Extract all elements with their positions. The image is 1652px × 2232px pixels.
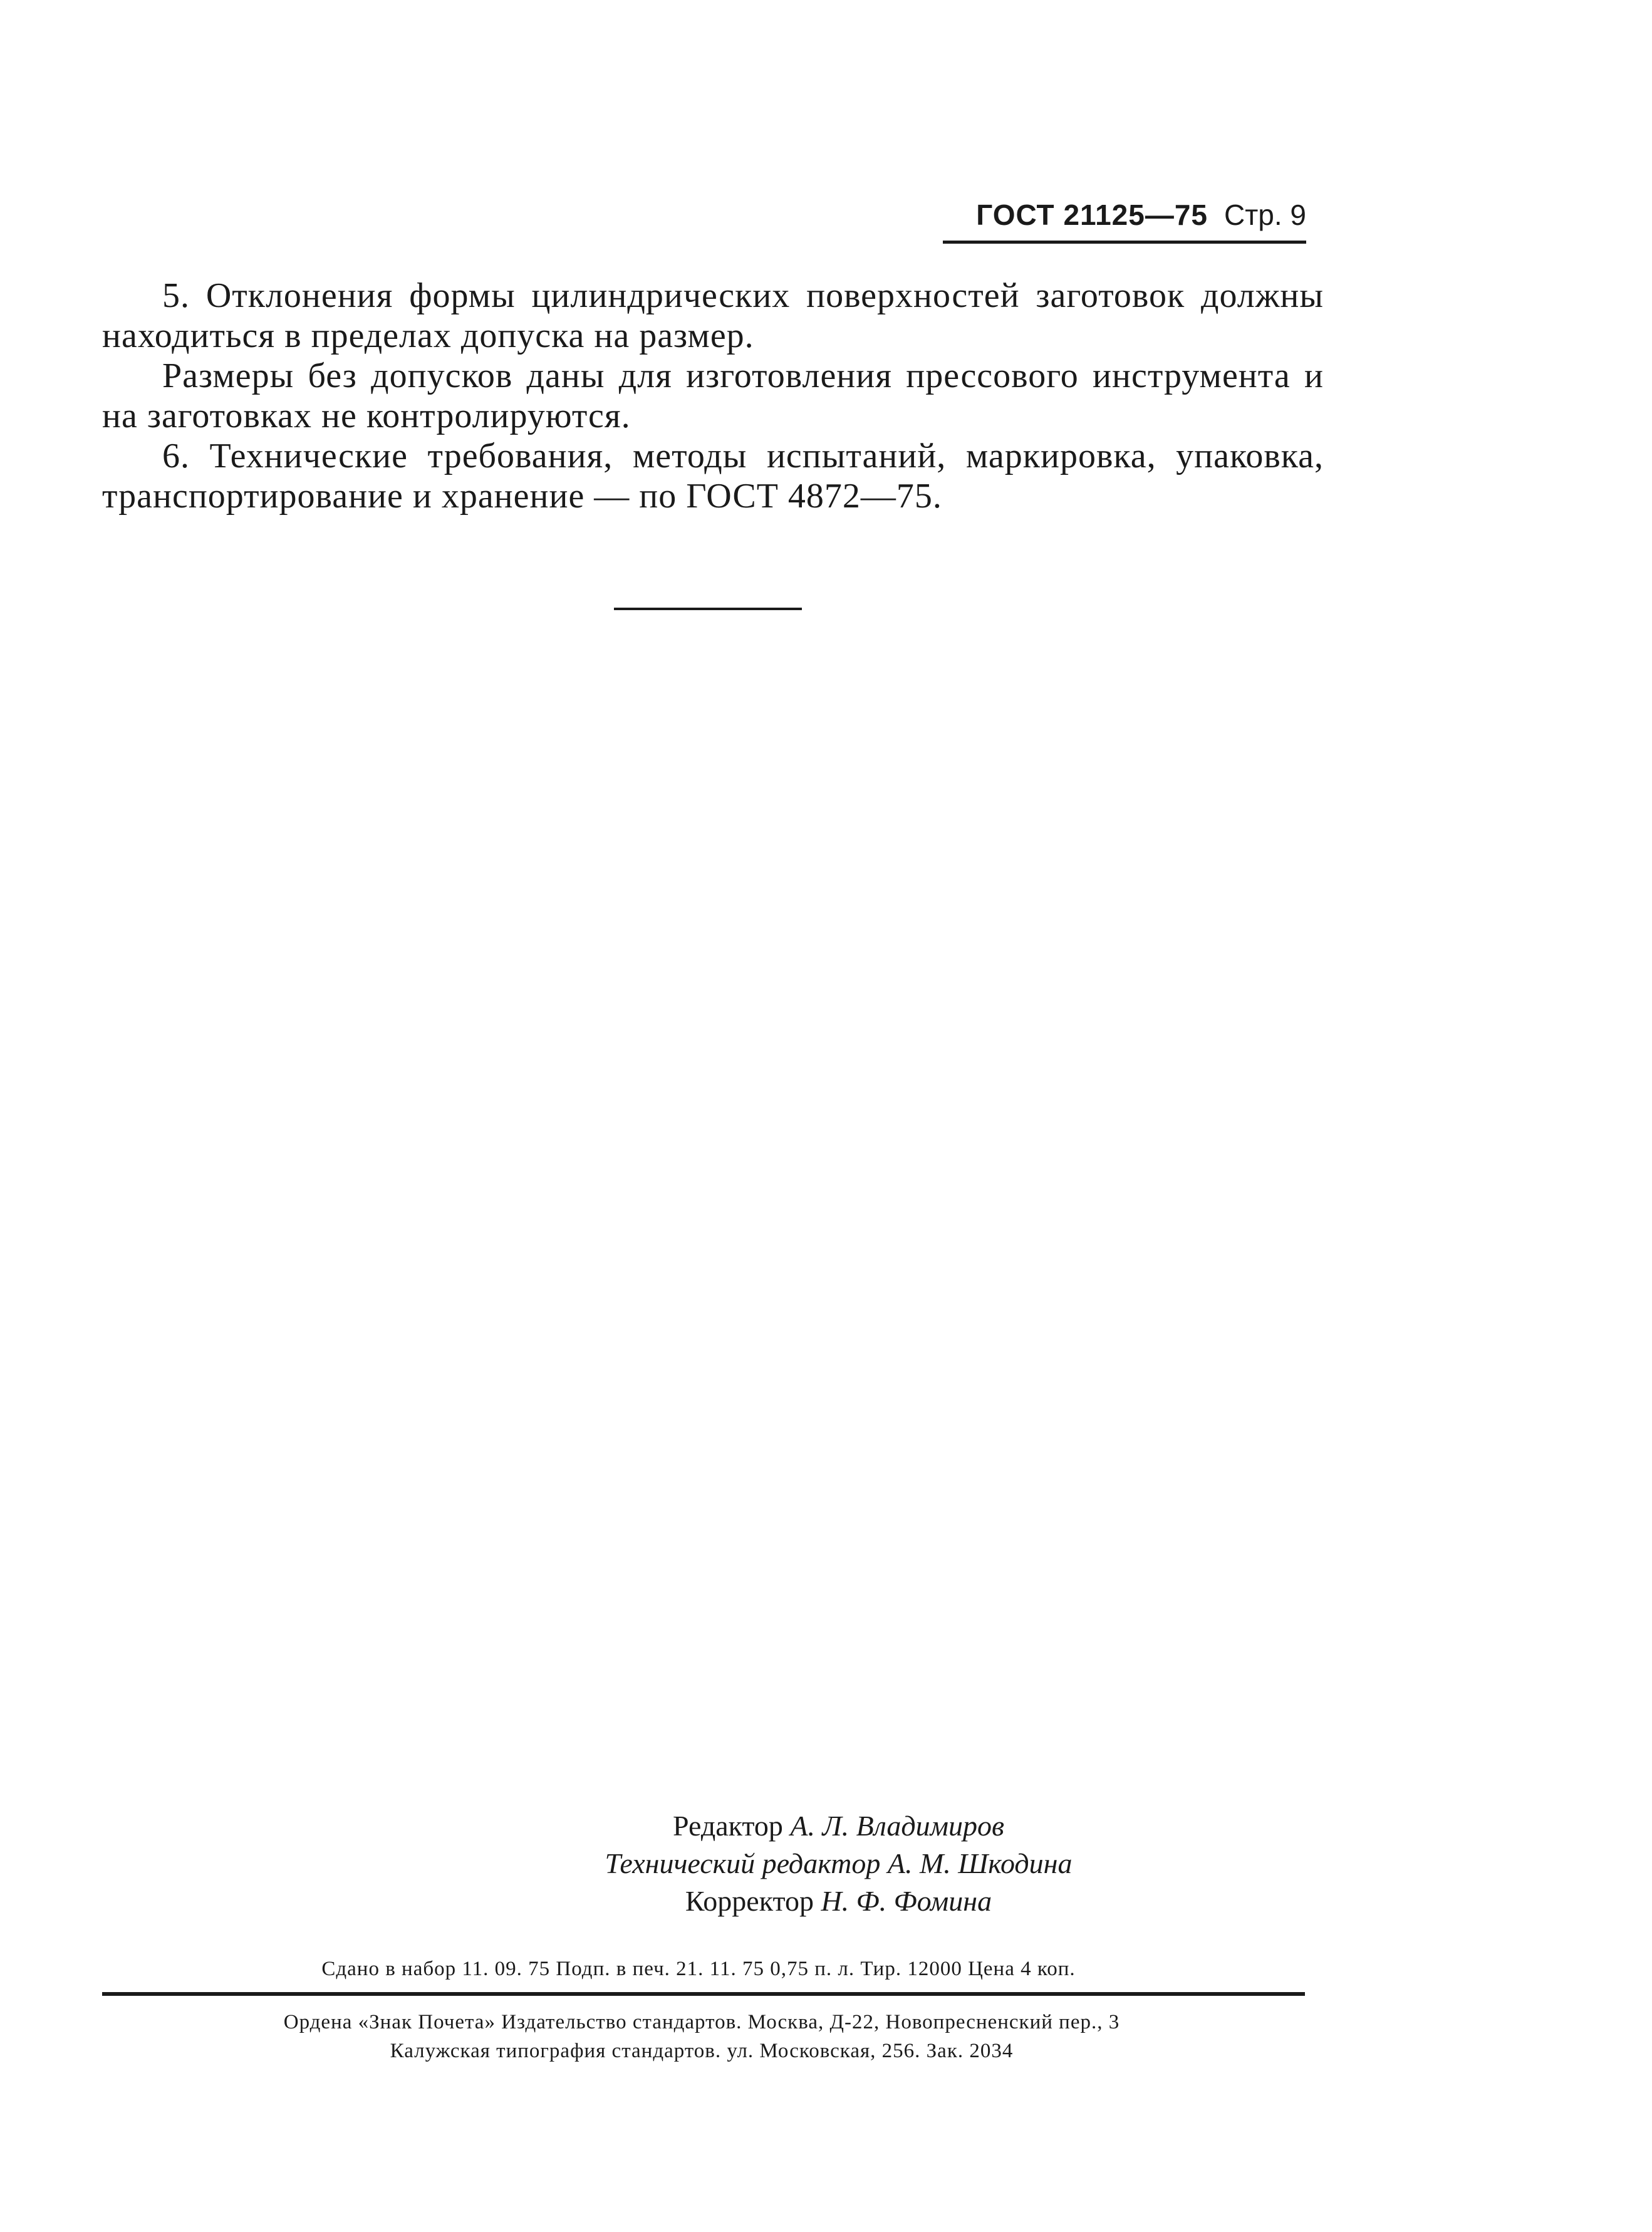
standard-number: ГОСТ 21125—75 [976,199,1208,231]
publisher-line: Ордена «Знак Почета» Издательство стандартов. Москва, Д-22, Новопресненский пер., 3 [283,2011,1120,2033]
paragraph-6: 6. Технические требования, методы испытаний, маркировка, упаковка, транспортирование и хранение — по ГОСТ 4872—75. [102,437,1324,516]
footer-rule [102,1992,1305,1996]
paragraph-sizes: Размеры без допусков даны для изготовления прессового инструмента и на заготовках не контролируются. [102,356,1324,435]
corrector-role: Корректор [685,1885,814,1917]
section-separator [614,608,802,610]
printer-line: Калужская типография стандартов. ул. Московская, 256. Зак. 2034 [390,2040,1014,2062]
editor-role: Редактор [673,1810,783,1842]
paragraph-5: 5. Отклонения формы цилиндрических поверхностей заготовок должны находиться в пределах допуска на размер. [102,276,1324,355]
tech-editor-line [0,1845,1652,1882]
tech-editor-role: Технический редактор [605,1847,881,1879]
credits [0,1807,1652,1920]
publisher-info [106,2008,1297,2065]
corrector-name: Н. Ф. Фомина [821,1885,992,1917]
editor-line [0,1807,1652,1845]
print-imprint: Сдано в набор 11. 09. 75 Подп. в печ. 21. 11. 75 0,75 п. л. Тир. 12000 Цена 4 коп. [321,1958,1076,1980]
corrector-line [0,1882,1652,1920]
page-header [943,198,1306,244]
editor-name: А. Л. Владимиров [790,1810,1004,1842]
tech-editor-name: А. М. Шкодина [887,1847,1073,1879]
page-number: Стр. 9 [1223,199,1306,231]
body-text [102,276,1324,516]
